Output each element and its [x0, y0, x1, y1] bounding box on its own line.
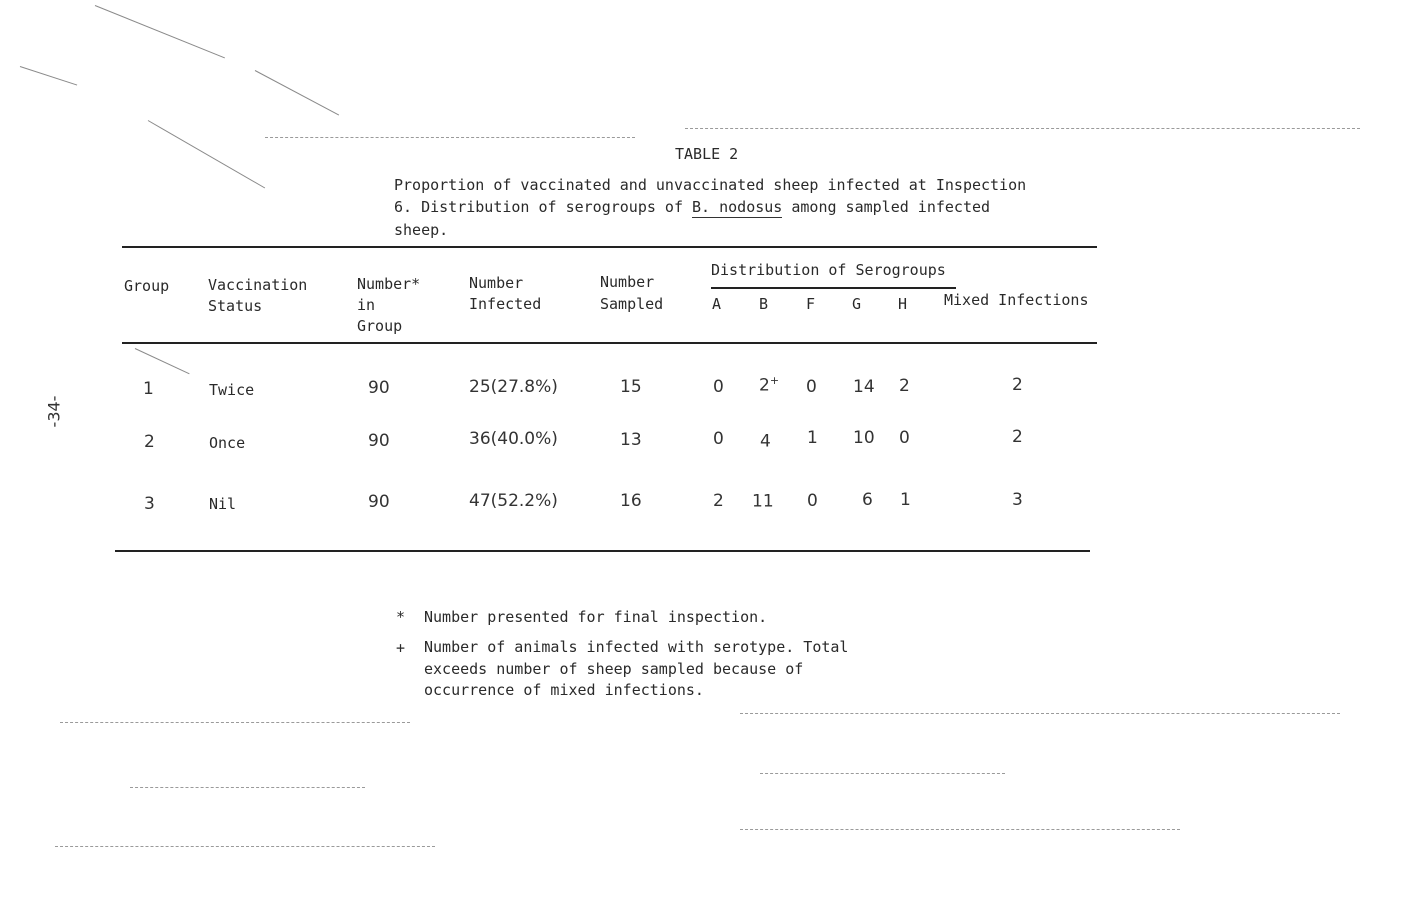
table-caption-line-1: Proportion of vaccinated and unvaccinated sheep infected at Inspection — [394, 176, 1027, 194]
row-1-status: Twice — [209, 381, 255, 399]
footnote-2-symbol: + — [396, 639, 406, 657]
scan-artifact-line — [685, 128, 1360, 129]
header-number-star: Number* — [357, 275, 421, 293]
row-2-number: 90 — [368, 431, 390, 451]
row-3-f: 0 — [807, 491, 818, 511]
header-distribution: Distribution of Serogroups — [711, 261, 946, 279]
scan-artifact-streak — [20, 66, 77, 85]
footnote-2-line-2: exceeds number of sheep sampled because of — [424, 660, 804, 678]
row-3-infected: 47(52.2%) — [469, 491, 558, 511]
footnote-1-symbol: * — [396, 608, 406, 626]
row-3-g: 6 — [862, 490, 873, 510]
footnote-2-line-1: Number of animals infected with serotype. Total — [424, 638, 849, 656]
caption-text: 6. Distribution of serogroups of — [394, 198, 693, 216]
row-2-mixed: 2 — [1012, 427, 1023, 447]
row-3-b-value: 11 — [752, 491, 774, 512]
row-2-b — [760, 430, 771, 452]
scan-artifact-line — [740, 713, 1340, 714]
row-2-g: 10 — [853, 428, 875, 448]
row-2-group: 2 — [144, 432, 155, 452]
scan-artifact-line — [740, 829, 1180, 830]
row-2-status: Once — [209, 434, 246, 452]
table-title: TABLE 2 — [675, 145, 739, 163]
row-1-sampled: 15 — [620, 377, 642, 397]
row-1-infected: 25(27.8%) — [469, 377, 558, 397]
table-caption-line-3: sheep. — [394, 221, 449, 239]
scan-artifact-line — [760, 773, 1005, 774]
row-3-number: 90 — [368, 492, 390, 512]
row-2-sampled: 13 — [620, 430, 642, 450]
row-3-status: Nil — [209, 495, 237, 513]
row-3-a: 2 — [713, 491, 724, 511]
species-name: B. nodosus — [692, 198, 783, 216]
row-1-group: 1 — [143, 379, 154, 399]
footnote-2-line-3: occurrence of mixed infections. — [424, 681, 704, 699]
row-1-number: 90 — [368, 378, 390, 398]
header-serogroup-f: F — [806, 295, 816, 313]
caption-text: among sampled infected — [782, 198, 991, 216]
row-1-a: 0 — [713, 377, 724, 397]
row-3-mixed: 3 — [1012, 490, 1023, 510]
header-number-sampled-2: Sampled — [600, 295, 664, 313]
header-serogroup-g: G — [852, 295, 862, 313]
row-1-f: 0 — [806, 377, 817, 397]
header-number-infected-2: Infected — [469, 295, 542, 313]
page-number: -34- — [44, 395, 64, 428]
row-3-h: 1 — [900, 490, 911, 510]
header-serogroup-a: A — [712, 295, 722, 313]
scan-artifact-streak — [135, 348, 190, 374]
header-serogroup-b: B — [759, 295, 769, 313]
scan-artifact-line — [60, 722, 410, 723]
scan-artifact-streak — [95, 5, 225, 58]
scan-artifact-streak — [148, 120, 265, 188]
header-status: Status — [208, 297, 263, 315]
footnote-1-text: Number presented for final inspection. — [424, 608, 768, 626]
table-bottom-rule — [115, 550, 1090, 552]
row-3-b — [752, 490, 774, 512]
header-number-infected-1: Number — [469, 274, 524, 292]
row-3-sampled: 16 — [620, 491, 642, 511]
scan-artifact-line — [130, 787, 365, 788]
header-number-sampled-1: Number — [600, 273, 655, 291]
row-2-b-value: 4 — [760, 431, 771, 452]
row-1-b-value: 2 — [759, 375, 770, 396]
row-2-a: 0 — [713, 429, 724, 449]
row-2-infected: 36(40.0%) — [469, 429, 558, 449]
row-1-mixed: 2 — [1012, 375, 1023, 395]
serogroup-header-rule — [711, 287, 956, 289]
scan-artifact-line — [265, 137, 635, 138]
header-bottom-rule — [122, 342, 1097, 344]
row-1-b-footnote-mark: + — [769, 374, 780, 387]
table-caption-line-2 — [394, 198, 990, 216]
row-3-group: 3 — [144, 494, 155, 514]
header-group: Group — [124, 277, 170, 295]
header-in: in — [357, 296, 376, 314]
header-serogroup-h: H — [898, 295, 908, 313]
row-2-f: 1 — [807, 428, 818, 448]
row-1-h: 2 — [899, 376, 910, 396]
table-top-rule — [122, 246, 1097, 248]
row-1-g: 14 — [853, 377, 875, 397]
scan-artifact-streak — [255, 70, 339, 115]
row-2-h: 0 — [899, 428, 910, 448]
scan-artifact-line — [55, 846, 435, 847]
row-1-b — [759, 374, 779, 396]
header-group-2: Group — [357, 317, 403, 335]
header-vaccination: Vaccination — [208, 276, 308, 294]
header-mixed-infections: Mixed Infections — [944, 291, 1089, 309]
